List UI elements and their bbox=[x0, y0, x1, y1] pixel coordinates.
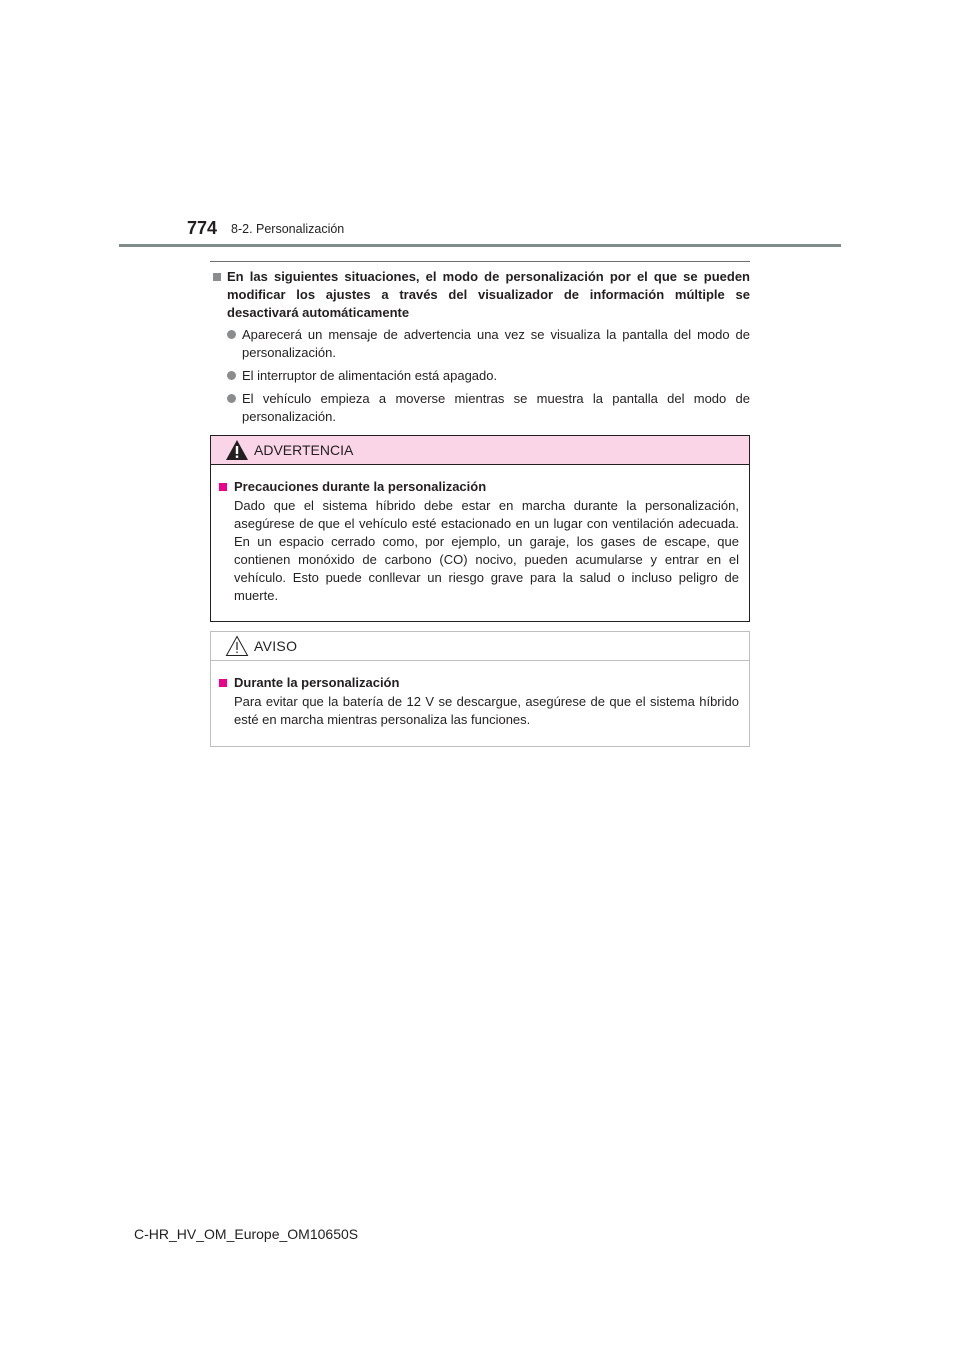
warning-triangle-icon bbox=[225, 439, 249, 461]
notice-text: Para evitar que la batería de 12 V se descargue, asegúrese de que el sistema híbrido esté en marcha mientras personaliza las funciones. bbox=[234, 694, 739, 727]
notice-heading bbox=[219, 674, 739, 692]
notice-box-title: AVISO bbox=[254, 638, 298, 654]
circle-bullet-icon bbox=[227, 371, 236, 380]
square-bullet-icon bbox=[213, 273, 221, 281]
notice-box-header bbox=[211, 632, 749, 661]
warning-text: Dado que el sistema híbrido debe estar en marcha durante la personalización, asegúrese de que el vehículo esté estacionado en un lugar con ventilación adecuada. En un espacio cerrado como, por ejemplo, un garaje, los gases de escape, que contienen monóxido de carbono (CO) nocivo, pueden acumularse y entrar en el vehículo. Esto puede conllevar un riesgo grave para la salud o incluso peligro de muerte. bbox=[234, 498, 739, 603]
notice-box bbox=[210, 631, 750, 747]
list-item-text: El vehículo empieza a moverse mientras se muestra la pantalla del modo de personalización. bbox=[242, 391, 750, 424]
warning-box-body bbox=[211, 465, 749, 605]
circle-bullet-icon bbox=[227, 330, 236, 339]
warning-box-title: ADVERTENCIA bbox=[254, 442, 354, 458]
list-item-text: El interruptor de alimentación está apagado. bbox=[242, 368, 498, 383]
warning-box-header bbox=[211, 436, 749, 465]
section-title: 8-2. Personalización bbox=[231, 222, 345, 236]
bullet-list bbox=[210, 326, 750, 426]
list-item bbox=[210, 390, 750, 426]
notice-heading-text: Durante la personalización bbox=[234, 675, 400, 690]
main-content bbox=[210, 268, 750, 431]
section-heading-text: En las siguientes situaciones, el modo de personalización por el que se pueden modificar los ajustes a través del visualizador de información múltiple se desactivará automáticamente bbox=[227, 269, 750, 320]
notice-box-body bbox=[211, 661, 749, 729]
caution-outline-triangle-icon bbox=[225, 635, 249, 657]
pink-square-bullet-icon bbox=[219, 679, 227, 687]
content-top-divider bbox=[210, 261, 750, 262]
warning-box bbox=[210, 435, 750, 622]
list-item bbox=[210, 367, 750, 385]
list-item bbox=[210, 326, 750, 362]
document-code: C-HR_HV_OM_Europe_OM10650S bbox=[134, 1226, 359, 1242]
header-divider bbox=[119, 244, 841, 247]
list-item-text: Aparecerá un mensaje de advertencia una vez se visualiza la pantalla del modo de personalización. bbox=[242, 327, 750, 360]
pink-square-bullet-icon bbox=[219, 483, 227, 491]
warning-heading bbox=[219, 478, 739, 496]
page-number: 774 bbox=[187, 218, 218, 238]
circle-bullet-icon bbox=[227, 394, 236, 403]
section-heading bbox=[210, 268, 750, 322]
warning-heading-text: Precauciones durante la personalización bbox=[234, 479, 487, 494]
